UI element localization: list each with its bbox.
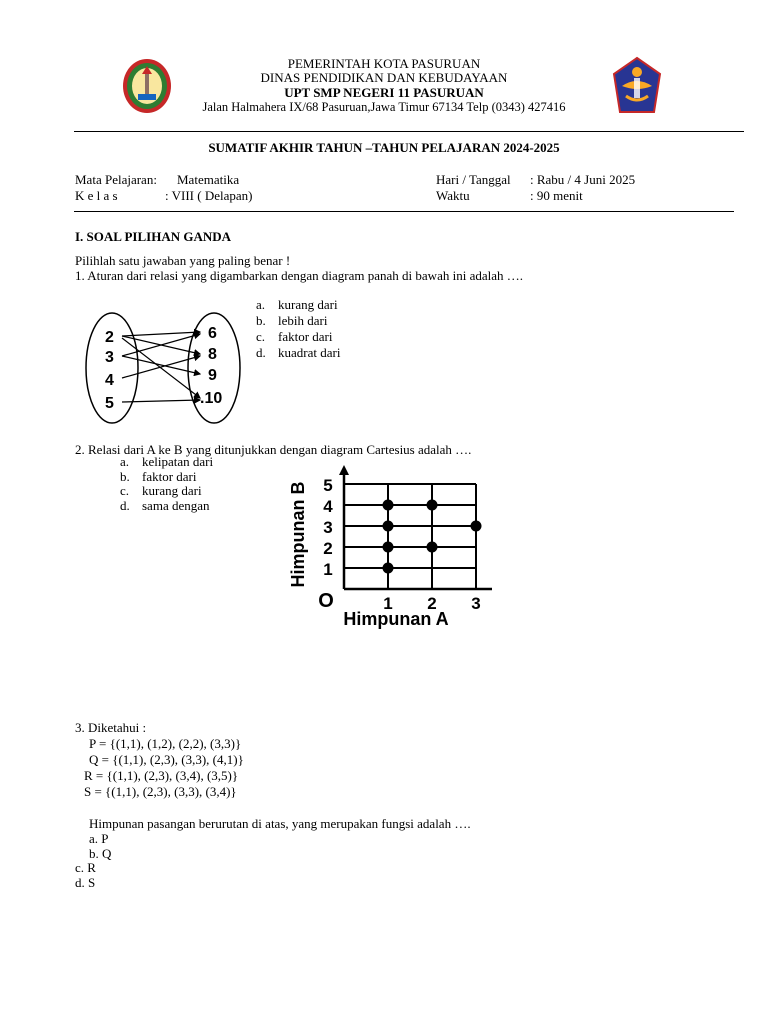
- cartesian-graph: [282, 465, 492, 635]
- set-a-item: 2: [105, 329, 114, 346]
- info-divider: [74, 211, 734, 212]
- q3-set-p: P = {(1,1), (1,2), (2,2), (3,3)}: [89, 736, 242, 751]
- time-label: Waktu: [436, 188, 470, 203]
- class-value: : VIII ( Delapan): [165, 188, 253, 203]
- q1-options: [256, 297, 340, 361]
- set-a-item: 3: [105, 349, 114, 366]
- arrow-diagram: [80, 308, 250, 428]
- q3-option-c: c. R: [75, 860, 96, 875]
- x-tick-label: 1: [383, 594, 393, 613]
- set-b-item: .10: [200, 390, 223, 407]
- q3-question: Himpunan pasangan berurutan di atas, yang merupakan fungsi adalah ….: [89, 816, 471, 831]
- set-a-item: 4: [105, 372, 114, 389]
- q1-option-a: a. kurang dari: [256, 297, 338, 312]
- q3-option-d: d. S: [75, 875, 96, 890]
- q3-option-a: a. P: [89, 831, 109, 846]
- q2-text: 2. Relasi dari A ke B yang ditunjukkan dengan diagram Cartesius adalah ….: [75, 442, 472, 457]
- q2-option-b: b. faktor dari: [120, 468, 197, 484]
- set-b-item: 8: [208, 346, 217, 363]
- header-school-name: UPT SMP NEGERI 11 PASURUAN: [284, 85, 484, 100]
- data-point: [383, 521, 394, 532]
- data-point: [427, 500, 438, 511]
- header-address: Jalan Halmahera IX/68 Pasuruan,Jawa Timur 67134 Telp (0343) 427416: [202, 100, 566, 114]
- data-point: [383, 563, 394, 574]
- set-a-item: 5: [105, 395, 114, 412]
- subject-value: Matematika: [177, 172, 240, 187]
- y-tick-label: 2: [323, 539, 333, 558]
- header-divider: [74, 131, 744, 132]
- day-label: Hari / Tanggal: [436, 172, 511, 187]
- q2-option-c: c. kurang dari: [120, 483, 202, 498]
- data-point: [427, 542, 438, 553]
- y-tick-label: 3: [323, 518, 333, 537]
- y-axis-label: Himpunan B: [288, 481, 308, 588]
- q1-option-d: d. kuadrat dari: [256, 345, 341, 360]
- x-tick-label: 2: [427, 594, 437, 613]
- data-point: [471, 521, 482, 532]
- set-b-item: 6: [208, 325, 217, 342]
- q3-option-b: b. Q: [89, 846, 112, 861]
- y-axis-arrow: [339, 465, 349, 475]
- q1-text: 1. Aturan dari relasi yang digambarkan dengan diagram panah di bawah ini adalah ….: [75, 268, 523, 283]
- section-title: I. SOAL PILIHAN GANDA: [75, 229, 232, 244]
- y-tick-label: 1: [323, 560, 333, 579]
- exam-title: SUMATIF AKHIR TAHUN –TAHUN PELAJARAN 2024-2025: [208, 140, 560, 155]
- q3-set-q: Q = {(1,1), (2,3), (3,3), (4,1)}: [89, 752, 244, 767]
- class-label: K e l a s: [75, 188, 118, 203]
- set-b-item: 9: [208, 367, 217, 384]
- origin-label: O: [318, 590, 334, 612]
- day-value: : Rabu / 4 Juni 2025: [530, 172, 636, 187]
- header-department: DINAS PENDIDIKAN DAN KEBUDAYAAN: [260, 70, 508, 85]
- q2-option-a: a. kelipatan dari: [120, 454, 214, 469]
- time-value: : 90 menit: [530, 188, 583, 203]
- x-axis-label: Himpunan A: [343, 609, 449, 629]
- y-tick-label: 4: [323, 497, 333, 516]
- instruction: Pilihlah satu jawaban yang paling benar !: [75, 253, 291, 268]
- subject-label: Mata Pelajaran:: [75, 172, 157, 187]
- x-tick-label: 3: [471, 594, 481, 613]
- q3-set-s: S = {(1,1), (2,3), (3,3), (3,4)}: [84, 784, 237, 799]
- arrow-2-6: [122, 332, 200, 336]
- q3-intro: 3. Diketahui :: [75, 720, 147, 735]
- data-point: [383, 542, 394, 553]
- header-government: PEMERINTAH KOTA PASURUAN: [287, 56, 481, 71]
- y-tick-label: 5: [323, 476, 333, 495]
- q1-option-b: b. lebih dari: [256, 313, 328, 328]
- q2-option-d: d. sama dengan: [120, 497, 210, 513]
- q3-set-r: R = {(1,1), (2,3), (3,4), (3,5)}: [84, 768, 239, 783]
- q2-options: [120, 455, 213, 513]
- data-point: [383, 500, 394, 511]
- q1-option-c: c. faktor dari: [256, 329, 333, 344]
